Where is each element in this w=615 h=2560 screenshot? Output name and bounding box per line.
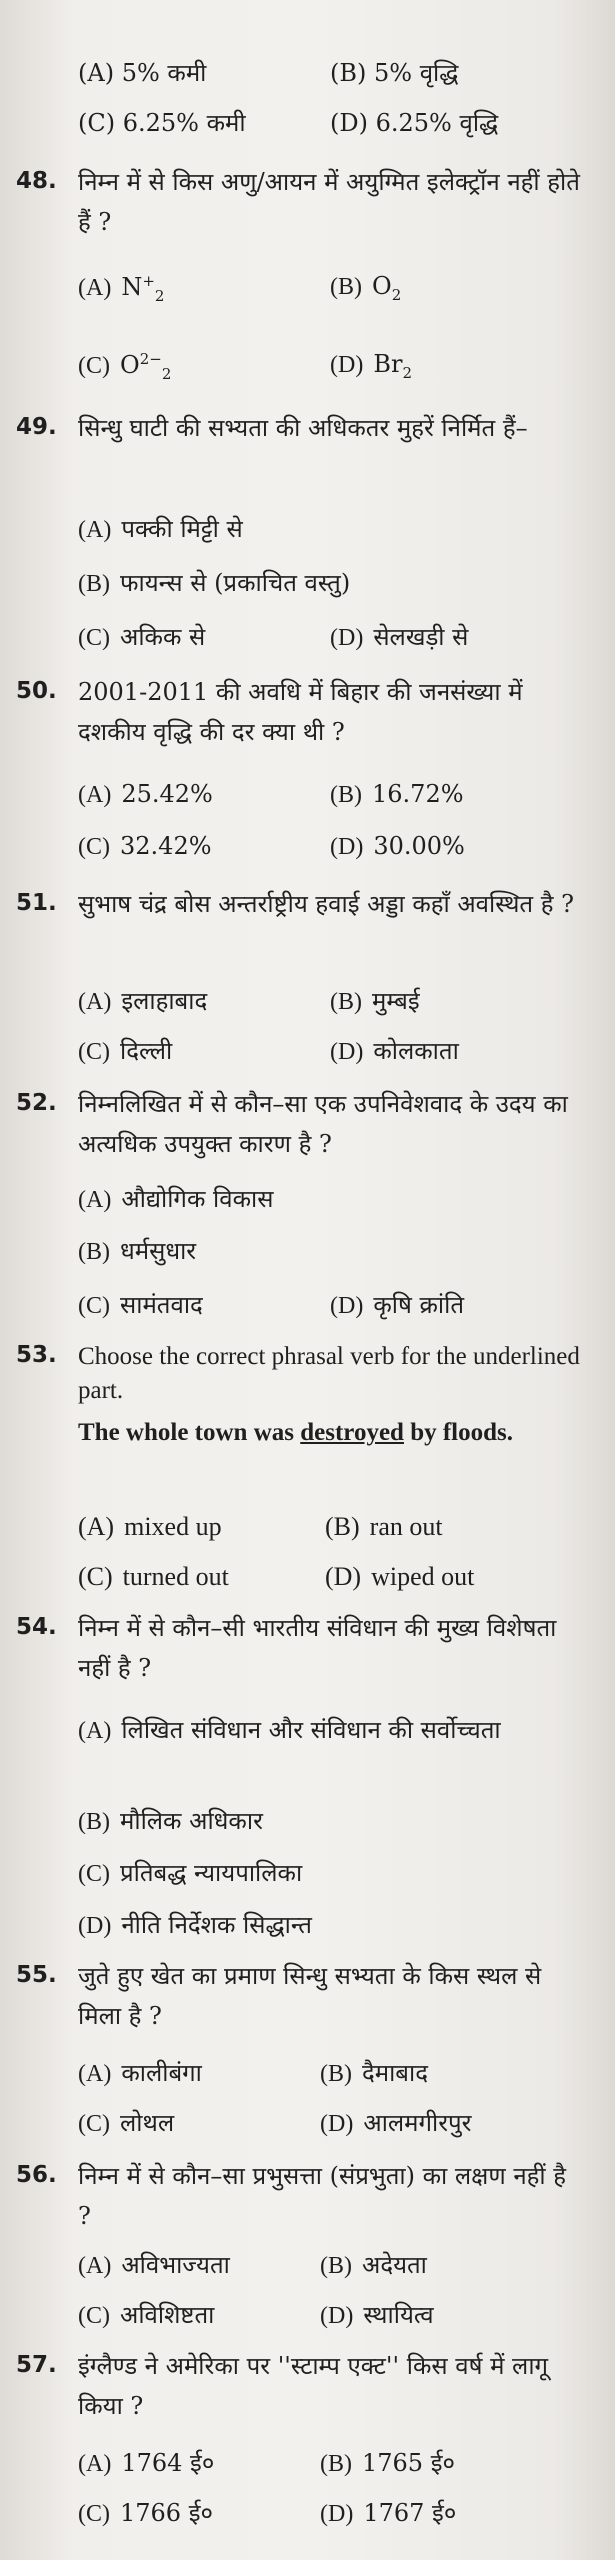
option-d: (D) कोलकाता — [330, 1037, 459, 1065]
question-text: निम्न में से किस अणु/आयन में अयुग्मित इलेक्ट्रॉन नहीं होते हैं ? — [78, 168, 580, 236]
option-a: (A) लिखित संविधान और संविधान की सर्वोच्चता — [78, 1716, 501, 1744]
option-b: (B) दैमाबाद — [320, 2059, 428, 2087]
option-a: (A) 1764 ई० — [78, 2449, 215, 2477]
option-b: (B) 16.72% — [330, 780, 464, 808]
option-d: (D) सेलखड़ी से — [330, 623, 469, 651]
option-c: (C) प्रतिबद्ध न्यायपालिका — [78, 1859, 303, 1887]
question-number: 54. — [16, 1614, 57, 1640]
option-a: (A) $N^+_2$ — [78, 272, 165, 305]
question-text: निम्नलिखित में से कौन–सा एक उपनिवेशवाद के उदय का अत्यधिक उपयुक्त कारण है ? — [78, 1090, 568, 1158]
option-c: (C) दिल्ली — [78, 1037, 173, 1065]
question-number: 52. — [16, 1090, 57, 1116]
option-c: (C) अविशिष्टता — [78, 2301, 215, 2329]
option-c: (C) अकिक से — [78, 623, 206, 651]
question-number: 50. — [16, 678, 57, 704]
question-text: 2001-2011 की अवधि में बिहार की जनसंख्या में दशकीय वृद्धि की दर क्या थी ? — [78, 678, 523, 746]
option-b: (B) मौलिक अधिकार — [78, 1807, 263, 1835]
question-number: 53. — [16, 1342, 57, 1368]
option-c: (C) 6.25% कमी — [78, 109, 246, 137]
question-text: Choose the correct phrasal verb for the underlined part. — [78, 1343, 580, 1404]
question-number: 48. — [16, 168, 57, 194]
option-d: (D) नीति निर्देशक सिद्धान्त — [78, 1911, 312, 1939]
option-b: (B) अदेयता — [320, 2251, 427, 2279]
option-d: (D) $Br_2$ — [330, 350, 412, 382]
question-text: निम्न में से कौन–सी भारतीय संविधान की मुख्य विशेषता नहीं है ? — [78, 1614, 557, 1682]
option-b: (B) 1765 ई० — [320, 2449, 455, 2477]
option-b: (B) ran out — [325, 1512, 443, 1541]
option-a: (A) कालीबंगा — [78, 2059, 202, 2087]
option-b: (B) मुम्बई — [330, 987, 420, 1015]
option-a: (A) अविभाज्यता — [78, 2251, 230, 2279]
option-a: (A) औद्योगिक विकास — [78, 1185, 274, 1213]
option-b: (B) $O_2$ — [330, 272, 402, 304]
question-text: सुभाष चंद्र बोस अन्तर्राष्ट्रीय हवाई अड्डा कहाँ अवस्थित है ? — [78, 890, 574, 918]
option-d: (D) स्थायित्व — [320, 2301, 434, 2329]
option-d: (D) 30.00% — [330, 832, 465, 860]
underlined-word: destroyed — [300, 1419, 404, 1446]
question-number: 51. — [16, 890, 57, 916]
option-a: (A) mixed up — [78, 1512, 222, 1541]
option-d: (D) कृषि क्रांति — [330, 1291, 465, 1319]
option-a: (A) 25.42% — [78, 780, 213, 808]
option-a: (A) 5% कमी — [78, 59, 207, 87]
option-d: (D) 1767 ई० — [320, 2499, 457, 2527]
option-c: (C) $O^{2-}_2$ — [78, 350, 172, 383]
question-text: जुते हुए खेत का प्रमाण सिन्धु सभ्यता के किस स्थल से मिला है ? — [78, 1962, 542, 2030]
option-c: (C) turned out — [78, 1562, 229, 1591]
option-b: (B) फायन्स से (प्रकाचित वस्तु) — [78, 569, 351, 597]
question-text: निम्न में से कौन–सा प्रभुसत्ता (संप्रभुता) का लक्षण नहीं है ? — [78, 2162, 567, 2230]
option-c: (C) लोथल — [78, 2109, 175, 2137]
option-d: (D) 6.25% वृद्धि — [330, 109, 499, 137]
question-sentence: The whole town was destroyed by floods. — [78, 1419, 514, 1446]
option-a: (A) पक्की मिट्टी से — [78, 515, 243, 543]
question-number: 55. — [16, 1962, 57, 1988]
option-c: (C) 1766 ई० — [78, 2499, 213, 2527]
option-d: (D) wiped out — [325, 1562, 475, 1591]
question-text: इंग्लैण्ड ने अमेरिका पर ''स्टाम्प एक्ट'' किस वर्ष में लागू किया ? — [78, 2352, 549, 2420]
option-d: (D) आलमगीरपुर — [320, 2109, 472, 2137]
question-number: 49. — [16, 414, 57, 440]
question-number: 56. — [16, 2162, 57, 2188]
option-c: (C) 32.42% — [78, 832, 212, 860]
option-a: (A) इलाहाबाद — [78, 987, 208, 1015]
question-text: सिन्धु घाटी की सभ्यता की अधिकतर मुहरें निर्मित हैं– — [78, 414, 528, 442]
option-c: (C) सामंतवाद — [78, 1291, 203, 1319]
option-b: (B) 5% वृद्धि — [330, 59, 459, 87]
option-b: (B) धर्मसुधार — [78, 1237, 197, 1265]
question-number: 57. — [16, 2352, 57, 2378]
